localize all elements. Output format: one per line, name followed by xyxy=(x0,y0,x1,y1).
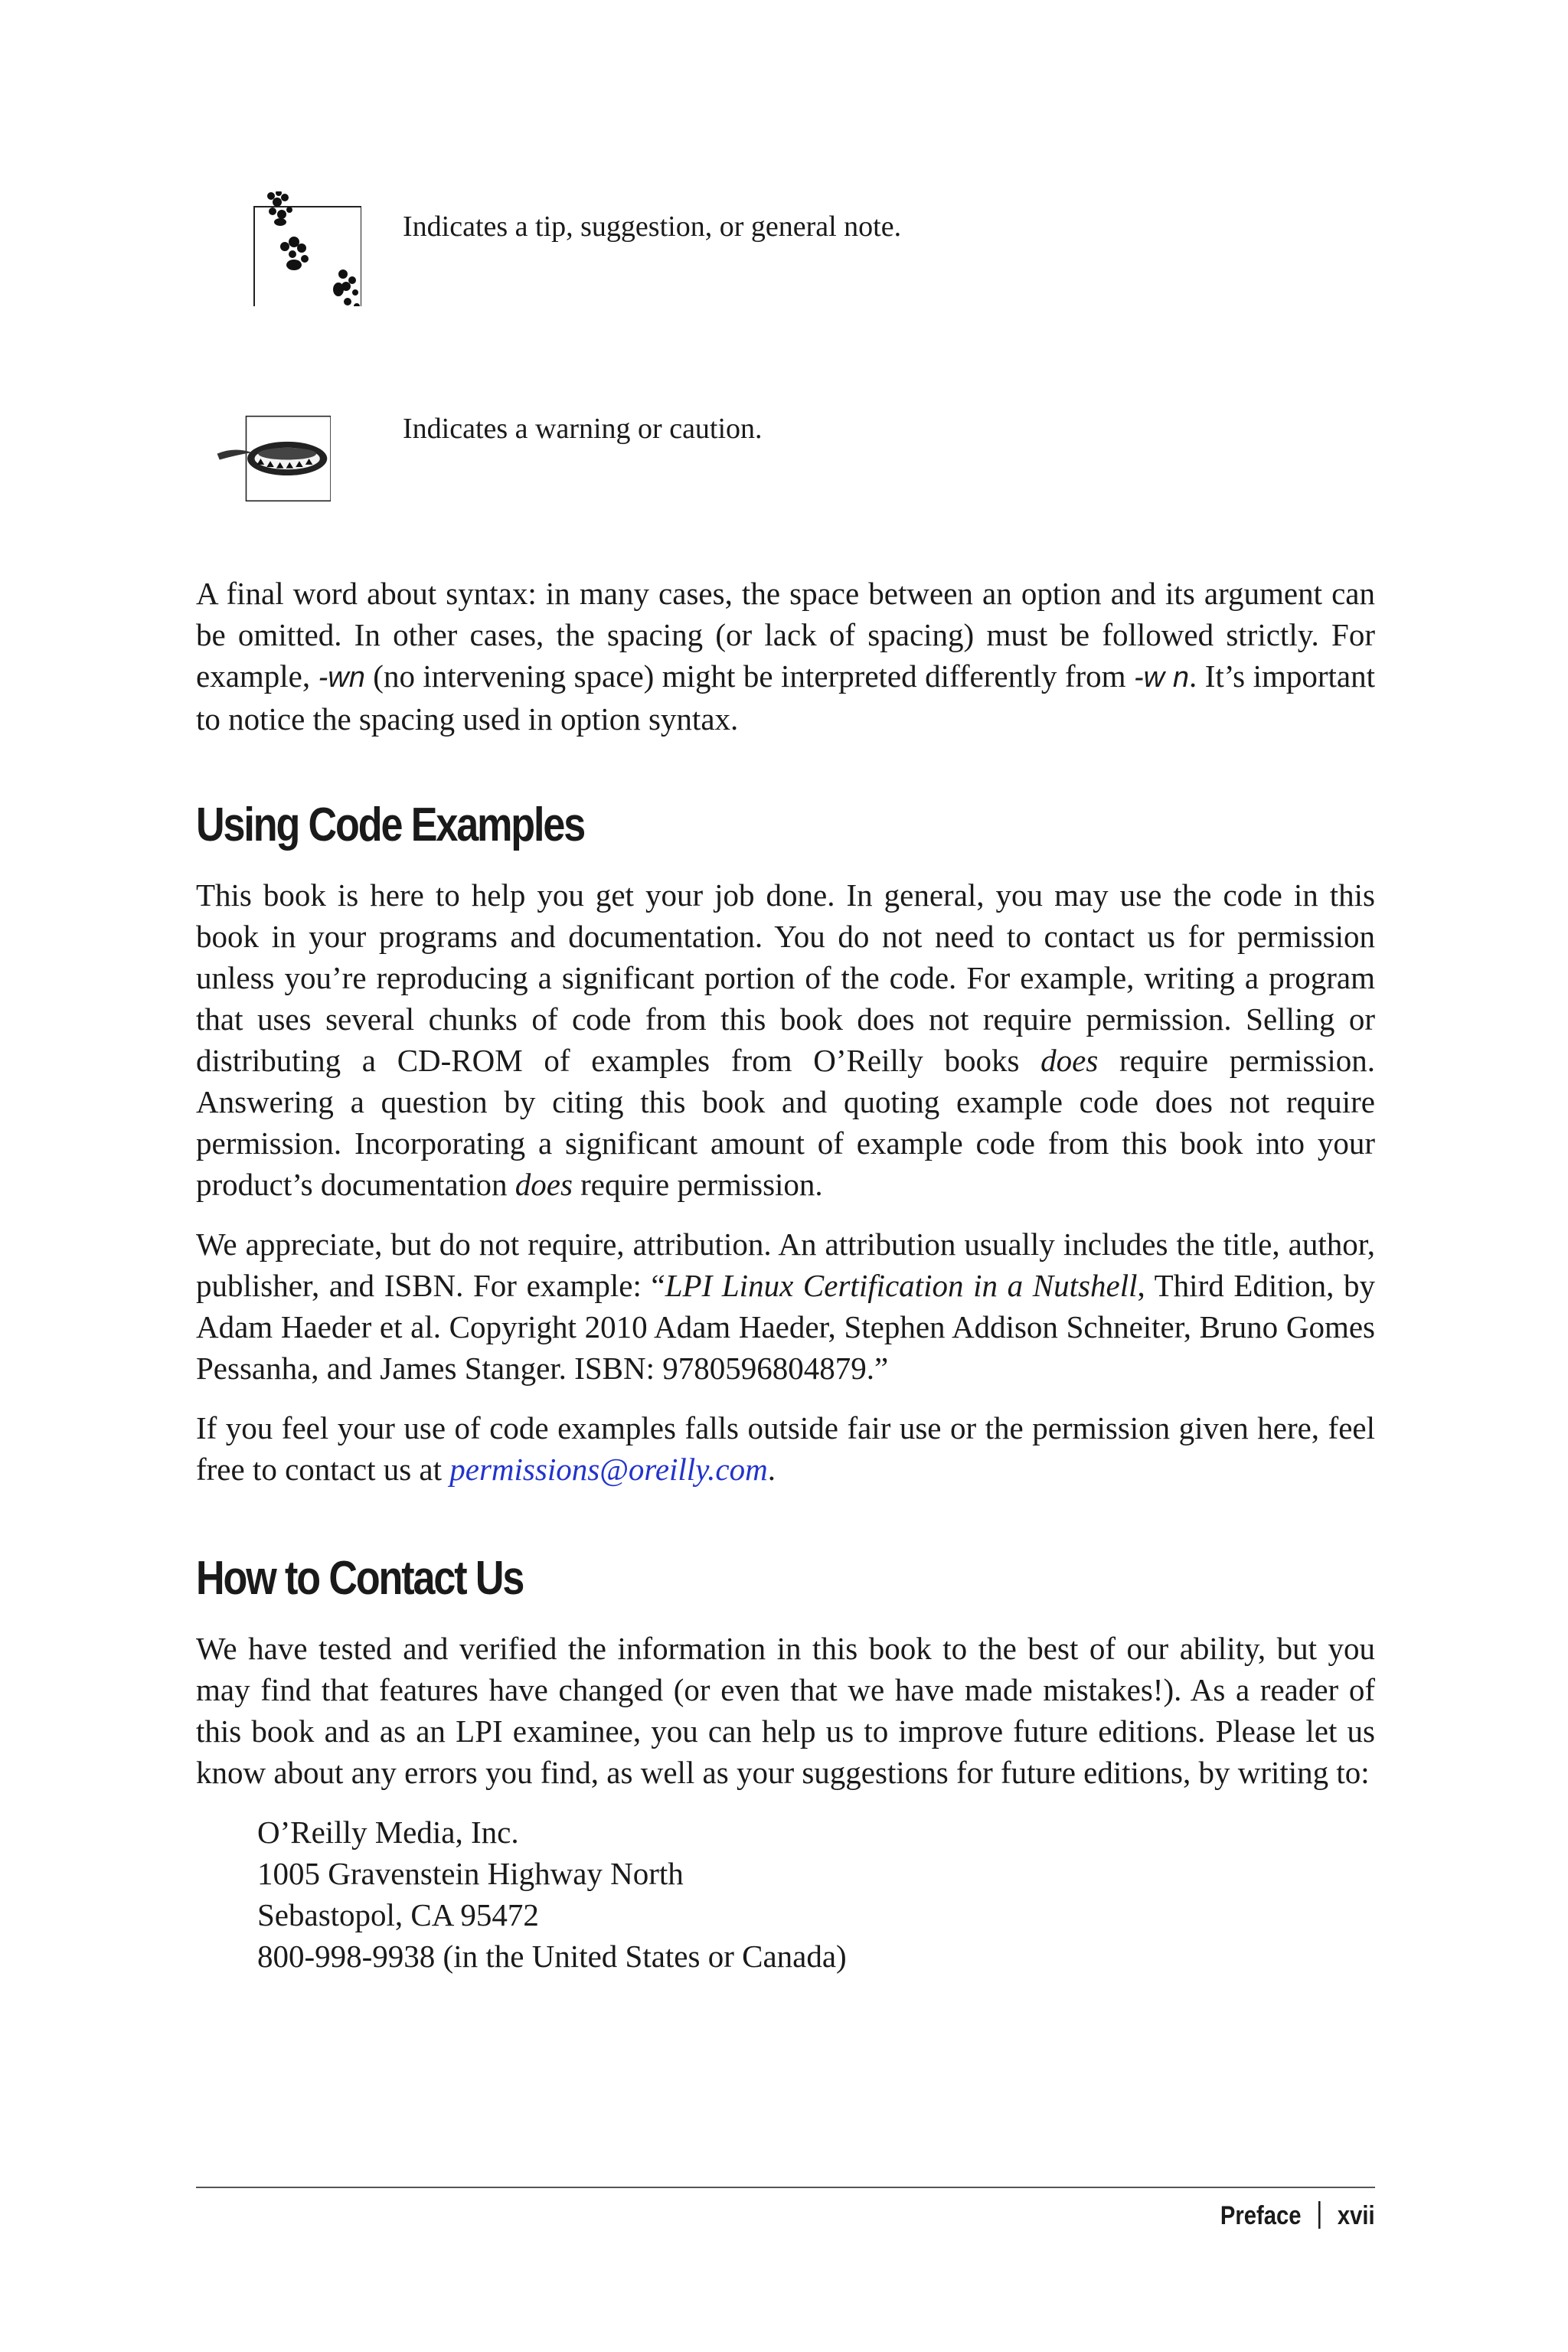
code-examples-paragraph-1: This book is here to help you get your job done. In general, you may use the code in this book in your programs and documentation. You do not need to contact us for permission unless you’re reproducing a significant portion of the code. For example, writing a program that uses several chunks of code from this book does not require permission. Selling or distributing a CD-ROM of examples from O’Reilly books does require permission. Answering a question by citing this book and quoting example code does not require permission. Incorporating a significant amount of example code from this book into your product’s documentation does require permission. xyxy=(196,877,1375,1202)
tip-note-text: Indicates a tip, suggestion, or general note. xyxy=(403,211,902,243)
section-heading-code-examples: Using Code Examples xyxy=(196,799,585,851)
warning-note-text: Indicates a warning or caution. xyxy=(403,413,763,445)
main-content xyxy=(196,573,1375,1977)
permissions-email-link[interactable]: permissions@oreilly.com xyxy=(449,1452,768,1487)
footer-rule xyxy=(196,2187,1375,2188)
footer-separator xyxy=(1318,2201,1321,2229)
address-line: 1005 Gravenstein Highway North xyxy=(257,1856,684,1891)
address-line: Sebastopol, CA 95472 xyxy=(257,1897,539,1932)
tip-note xyxy=(196,191,1375,337)
address-line: O’Reilly Media, Inc. xyxy=(257,1815,519,1850)
contact-paragraph: We have tested and verified the information in this book to the best of our ability, but you may find that features have changed (or even that we have made mistakes!). As a reader of this book and as an LPI examinee, you can help us to improve future editions. Please let us know about any errors you find, as well as your suggestions for future editions, by writing to: xyxy=(196,1631,1375,1790)
mailing-address xyxy=(257,1811,1375,1977)
code-examples-paragraph-2: We appreciate, but do not require, attribution. An attribution usually includes the title, author, publisher, and ISBN. For example: “LPI Linux Certification in a Nutshell, Third Edition, by Adam Haeder et al. Copyright 2010 Adam Haeder, Stephen Addison Schneiter, Bruno Gomes Pessanha, and James Stanger. ISBN: 9780596804879.” xyxy=(196,1227,1375,1386)
code-examples-paragraph-3: If you feel your use of code examples falls outside fair use or the permission given here, feel free to contact us at permissions@oreilly.com. xyxy=(196,1410,1375,1487)
address-line: 800-998-9938 (in the United States or Canada) xyxy=(257,1939,847,1974)
option-wn: -wn xyxy=(318,662,365,694)
warning-note xyxy=(196,398,1375,521)
section-heading-contact: How to Contact Us xyxy=(196,1552,524,1605)
syntax-paragraph: A final word about syntax: in many cases, the space between an option and its argument can be omitted. In other cases, the spacing (or lack of spacing) must be followed strictly. For example, -wn (no intervening space) might be interpreted differently from -w n. It’s important to notice the spacing used in option syntax. xyxy=(196,576,1375,737)
footer-section-title: Preface xyxy=(1220,2201,1302,2230)
squirrel-tracks-icon xyxy=(247,191,361,306)
bear-trap-icon xyxy=(216,398,331,513)
page-number: xvii xyxy=(1338,2201,1375,2230)
option-w-n: -w n xyxy=(1134,662,1189,694)
page-footer xyxy=(1220,2197,1375,2234)
